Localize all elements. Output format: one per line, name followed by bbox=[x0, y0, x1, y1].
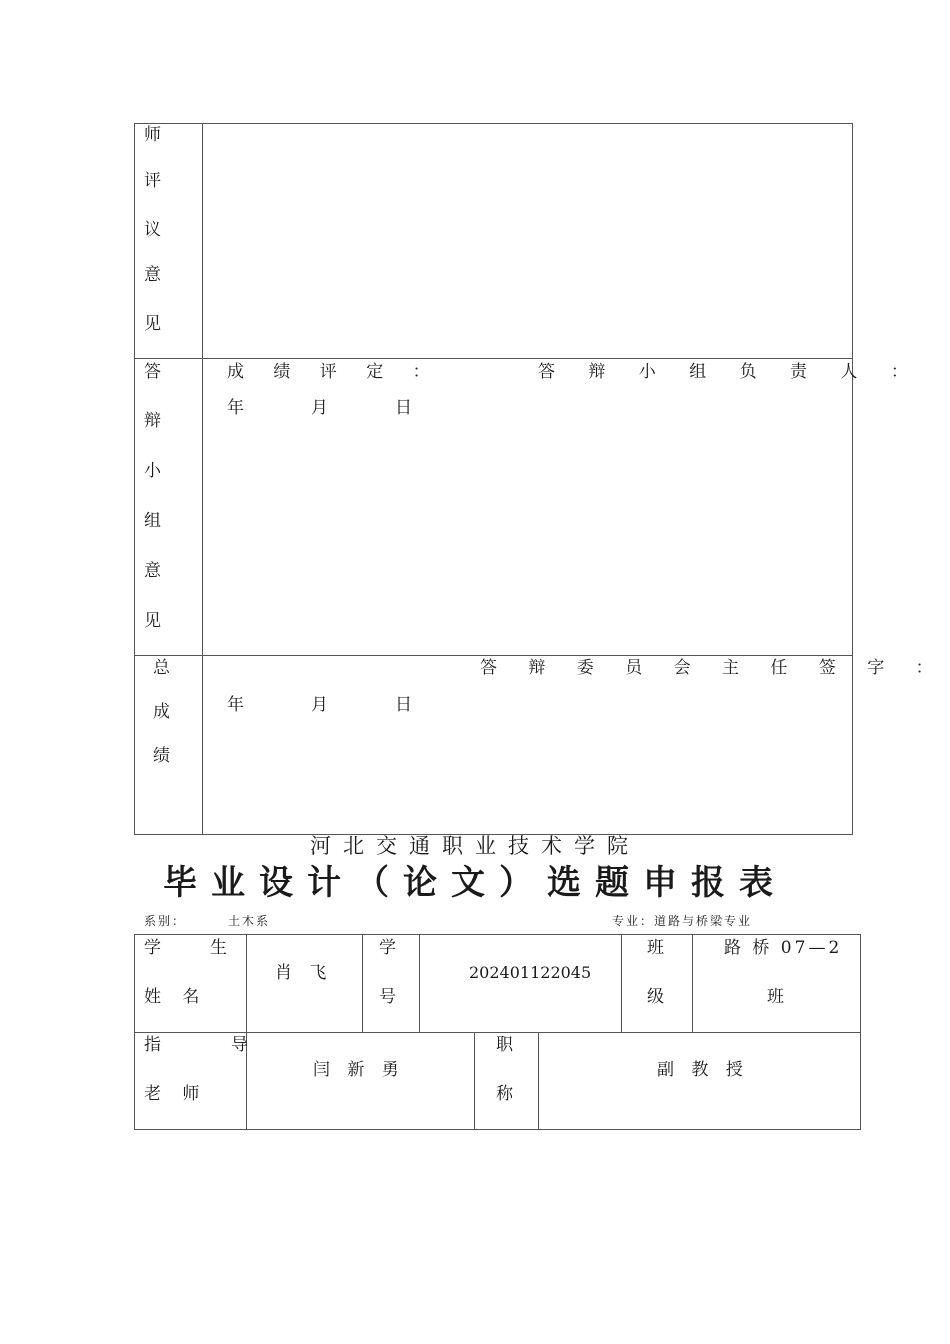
defense-label-char: 意 bbox=[144, 561, 161, 581]
defense-comment-cell bbox=[202, 358, 853, 656]
defense-label-char: 小 bbox=[144, 461, 161, 481]
advisor-name-cell bbox=[246, 1032, 475, 1130]
defense-label-char: 答 bbox=[144, 362, 161, 382]
class-value: 路 桥 07—2 bbox=[724, 938, 843, 958]
class-value: 班 bbox=[767, 987, 784, 1007]
defense-leader-label: 答 辩 小 组 负 责 人 ： bbox=[538, 362, 922, 382]
date-day: 日 bbox=[395, 695, 412, 715]
date-year: 年 bbox=[227, 695, 244, 715]
advisor-label: 指 导 bbox=[144, 1035, 260, 1055]
advisor-label-char: 评 bbox=[144, 171, 161, 191]
advisor-name: 闫 新 勇 bbox=[313, 1060, 405, 1080]
student-id: 202401122045 bbox=[469, 963, 592, 982]
advisor-comment-cell bbox=[202, 123, 853, 359]
student-id-label: 号 bbox=[379, 987, 396, 1007]
advisor-label-char: 见 bbox=[144, 314, 161, 334]
defense-label-char: 见 bbox=[144, 611, 161, 631]
class-label: 班 bbox=[647, 938, 664, 958]
date-year: 年 bbox=[227, 398, 244, 418]
advisor-label-char: 意 bbox=[144, 265, 161, 285]
major-text: 专业：道路与桥梁专业 bbox=[612, 914, 753, 928]
defense-label-char: 辩 bbox=[144, 411, 161, 431]
total-comment-cell bbox=[202, 655, 853, 835]
date-month: 月 bbox=[311, 398, 328, 418]
total-label-char: 绩 bbox=[153, 746, 170, 766]
student-name-label: 学 生 bbox=[144, 938, 243, 958]
student-name-cell bbox=[246, 934, 363, 1033]
dept-label: 系别： bbox=[144, 914, 187, 928]
student-name-label: 姓 名 bbox=[144, 987, 208, 1007]
committee-chair-label: 答 辩 委 员 会 主 任 签 字 ： bbox=[480, 658, 946, 678]
date-day: 日 bbox=[395, 398, 412, 418]
date-month: 月 bbox=[311, 695, 328, 715]
advisor-label-char: 议 bbox=[144, 220, 161, 240]
class-label: 级 bbox=[647, 987, 664, 1007]
college-name: 河北交通职业技术学院 bbox=[310, 834, 640, 858]
total-label-char: 成 bbox=[153, 702, 170, 722]
advisor-label-char: 师 bbox=[144, 125, 161, 145]
student-id-cell bbox=[419, 934, 622, 1033]
student-name: 肖 飞 bbox=[275, 963, 333, 983]
title-label: 称 bbox=[496, 1084, 513, 1104]
form-title: 毕业设计（论文）选题申报表 bbox=[163, 863, 787, 903]
student-id-label: 学 bbox=[379, 938, 396, 958]
title-value: 副 教 授 bbox=[657, 1060, 749, 1080]
defense-label-char: 组 bbox=[144, 511, 161, 531]
advisor-label: 老 师 bbox=[144, 1084, 208, 1104]
total-label-char: 总 bbox=[153, 658, 170, 678]
grade-label: 成 绩 评 定 ： bbox=[227, 362, 442, 382]
dept-value: 土木系 bbox=[228, 914, 271, 928]
title-value-cell bbox=[538, 1032, 861, 1130]
title-label: 职 bbox=[496, 1035, 513, 1055]
total-label-cell bbox=[134, 655, 203, 835]
